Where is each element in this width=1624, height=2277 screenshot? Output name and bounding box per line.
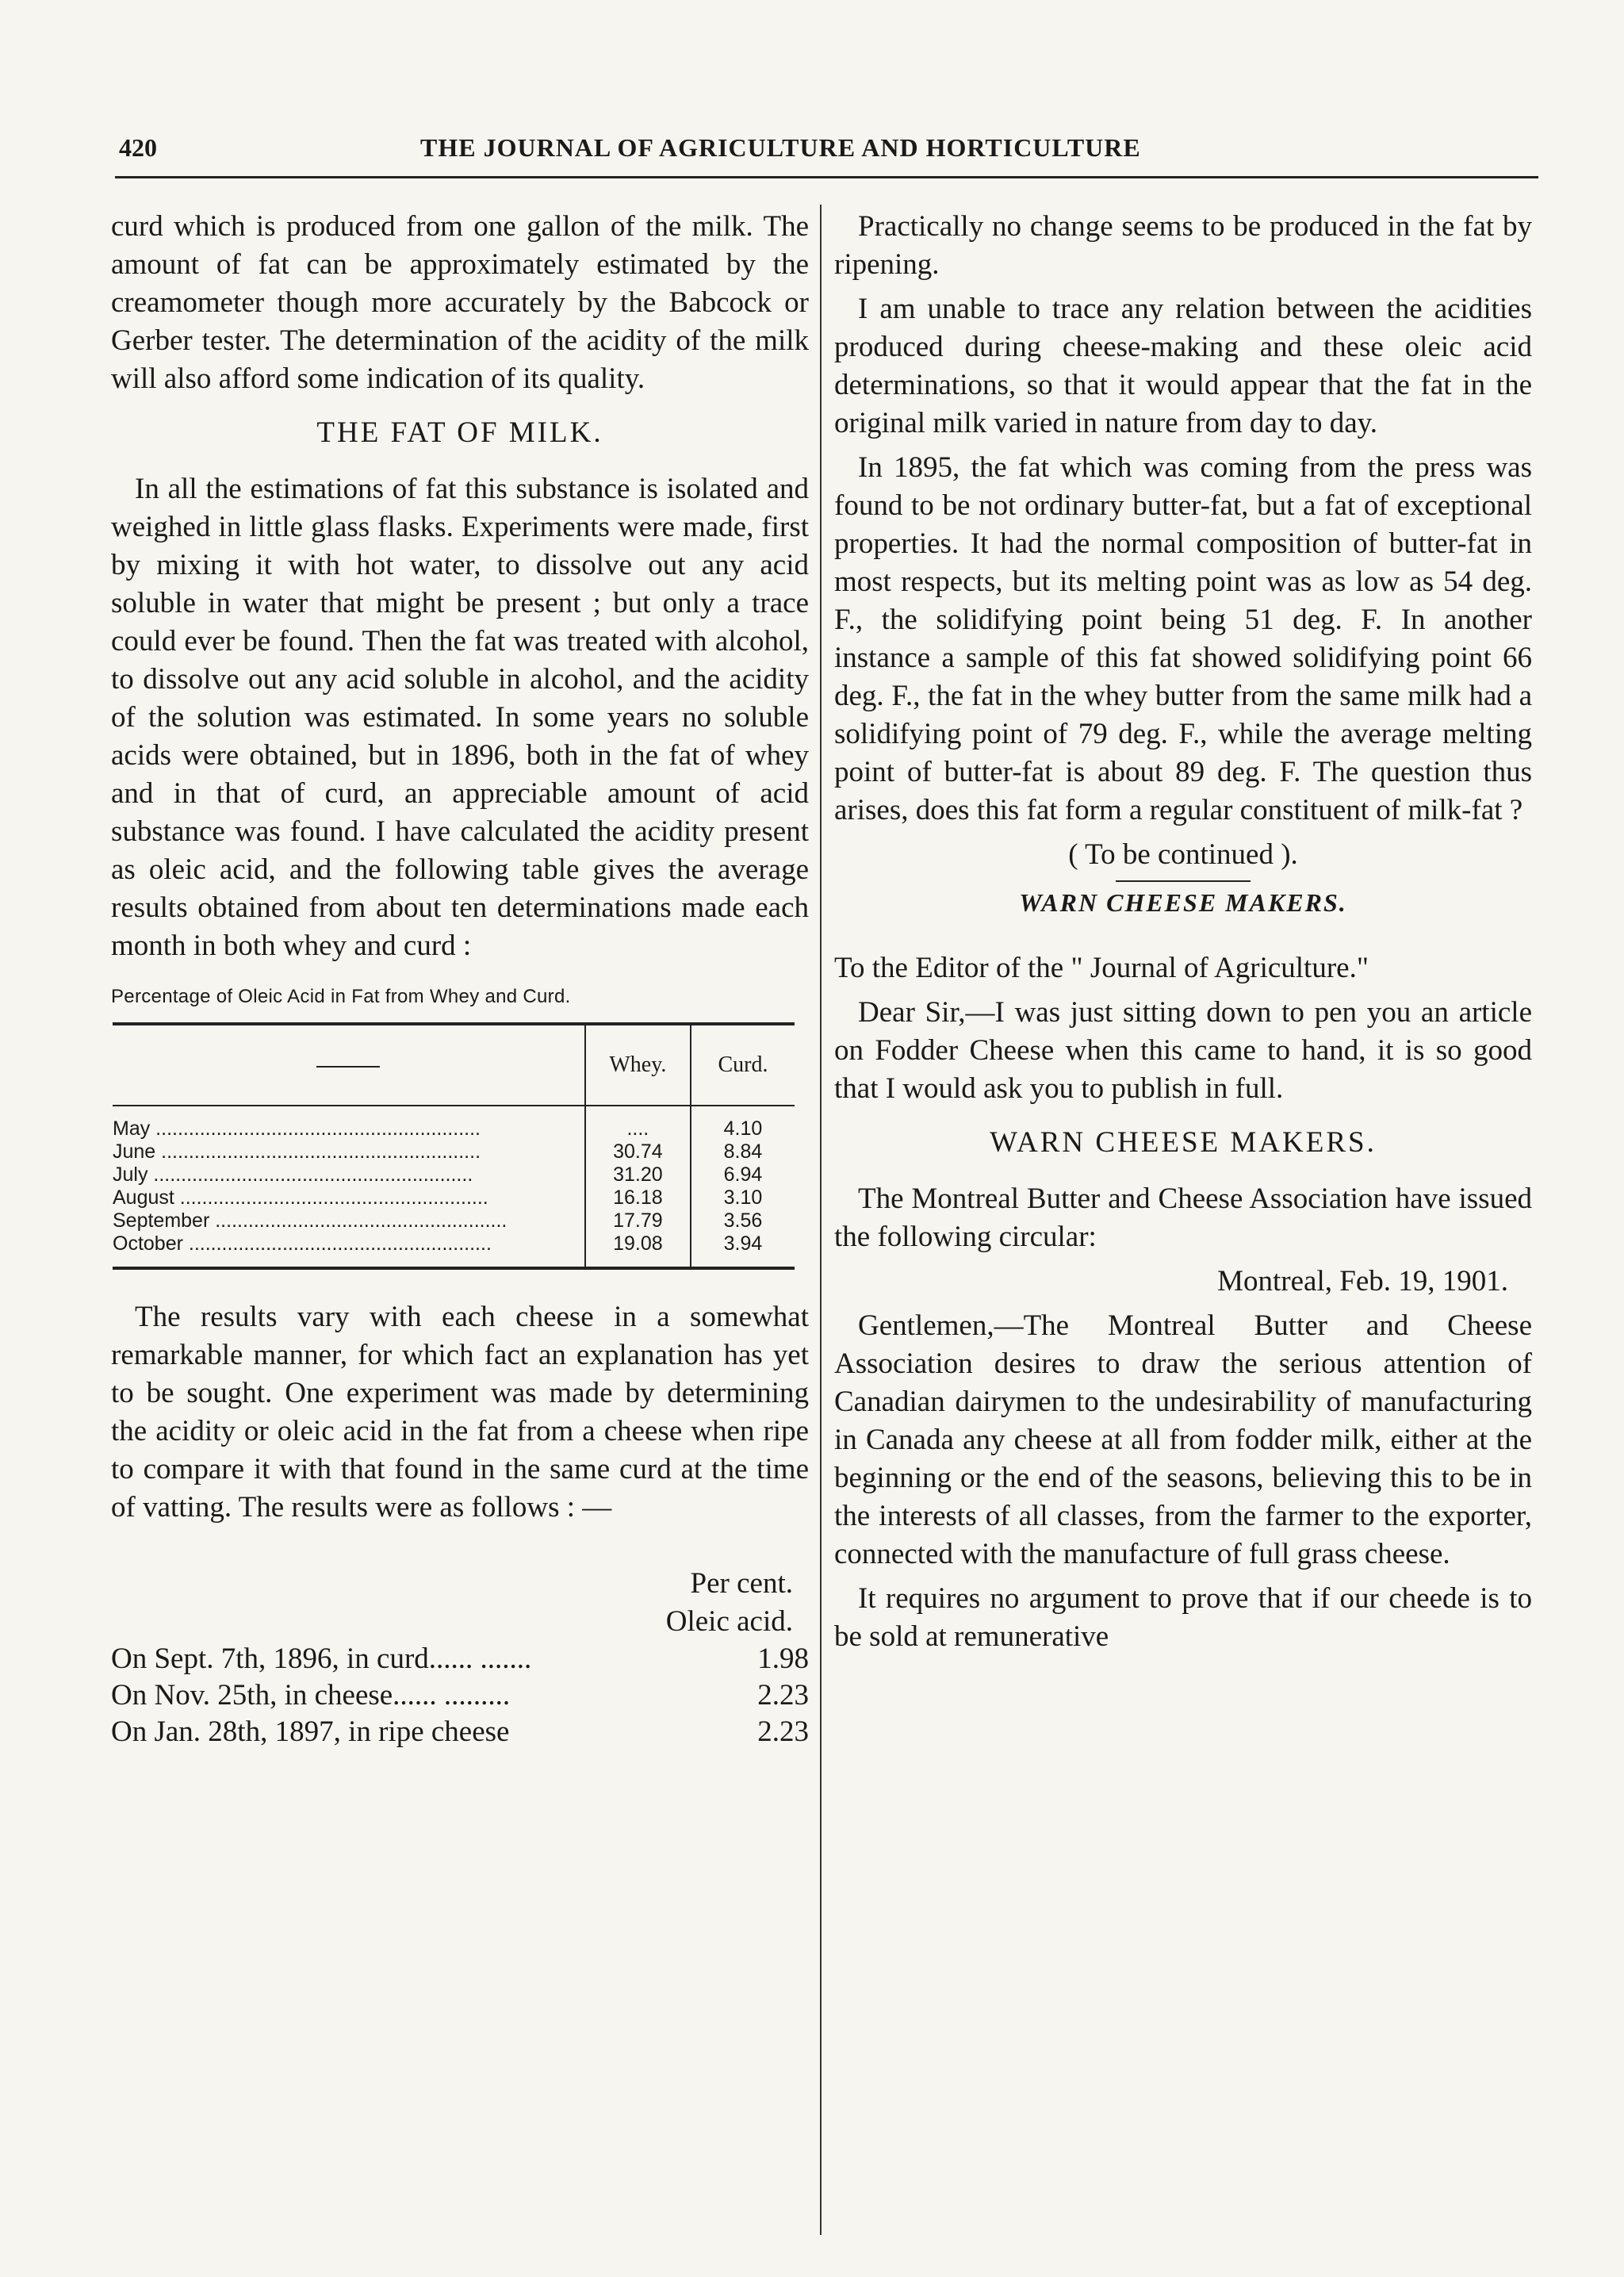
dateline: Montreal, Feb. 19, 1901. <box>1217 1265 1508 1298</box>
table-row <box>113 1186 795 1209</box>
curd-cell: 3.94 <box>691 1232 795 1268</box>
month-cell: August ........................................................ <box>113 1186 488 1209</box>
curd-cell: 4.10 <box>691 1106 795 1140</box>
table-row <box>113 1163 795 1186</box>
result-row <box>111 1677 809 1714</box>
curd-cell: 3.56 <box>691 1209 795 1232</box>
table-row <box>113 1209 795 1232</box>
ornamental-rule <box>834 880 1532 882</box>
results-heading-line1: Per cent. <box>690 1567 793 1600</box>
section-title-warn-cheese-makers: WARN CHEESE MAKERS. <box>990 1126 1377 1159</box>
column-divider <box>820 205 822 2235</box>
table-row <box>113 1232 795 1268</box>
paragraph: curd which is produced from one gallon of the milk. The amount of fat can be approximately estimated by the creamometer though more accurately by the Babcock or Gerber tester. The determination of the acidity of the milk will also afford some indication of its quality. <box>111 210 809 395</box>
result-label: On Sept. 7th, 1896, in curd...... ....... <box>111 1643 532 1675</box>
result-value: 1.98 <box>757 1643 809 1675</box>
left-column <box>111 208 809 1750</box>
result-label: On Nov. 25th, in cheese...... ......... <box>111 1679 511 1712</box>
paragraph: Practically no change seems to be produced in the fat by ripening. <box>834 210 1532 281</box>
page-header <box>119 133 1538 171</box>
section-title-fat-of-milk: THE FAT OF MILK. <box>316 416 603 449</box>
paragraph: It requires no argument to prove that if our cheede is to be sold at remunerative <box>834 1582 1532 1653</box>
curd-cell: 8.84 <box>691 1140 795 1163</box>
table-header-curd: Curd. <box>691 1024 795 1106</box>
running-title: THE JOURNAL OF AGRICULTURE AND HORTICULTURE <box>420 133 1141 162</box>
table-row <box>113 1140 795 1163</box>
whey-cell: 17.79 <box>585 1209 691 1232</box>
month-cell: July .......................................................... <box>113 1163 473 1186</box>
paragraph: The results vary with each cheese in a somewhat remarkable manner, for which fact an explanation has yet to be sought. One experiment was made by determining the acidity or oleic acid in the fat from a cheese when ripe to compare it with that found in the same curd at the time of vatting. The results were as follows : — <box>111 1301 809 1524</box>
right-column <box>834 208 1532 1662</box>
paragraph: Dear Sir,—I was just sitting down to pen you an article on Fodder Cheese when this came to hand, it is so good that I would ask you to publish in full. <box>834 996 1532 1105</box>
whey-cell: 19.08 <box>585 1232 691 1268</box>
result-value: 2.23 <box>757 1715 809 1748</box>
result-row <box>111 1641 809 1677</box>
whey-cell: 16.18 <box>585 1186 691 1209</box>
paragraph: In 1895, the fat which was coming from the press was found to be not ordinary butter-fat, but a fat of exceptional properties. It had the normal composition of butter-fat in most respects, but its melting point was as low as 54 deg. F., the solidifying point being 51 deg. F. In another instance a sample of this fat showed solidifying point 66 deg. F., the fat in the whey butter from the same milk had a solidifying point of 79 deg. F., while the average melting point of butter-fat is about 89 deg. F. The question thus arises, does this fat form a regular constituent of milk-fat ? <box>834 451 1532 826</box>
result-label: On Jan. 28th, 1897, in ripe cheese <box>111 1715 510 1748</box>
paragraph: I am unable to trace any relation between the acidities produced during cheese-making and these oleic acid determinations, so that it would appear that the fat in the original milk varied in nature from day to day. <box>834 293 1532 439</box>
month-cell: May ........................................................... <box>113 1117 481 1140</box>
month-cell: September ..................................................... <box>113 1209 508 1232</box>
curd-cell: 3.10 <box>691 1186 795 1209</box>
month-cell: October ....................................................... <box>113 1232 585 1268</box>
whey-cell: 31.20 <box>585 1163 691 1186</box>
oleic-acid-table <box>113 1022 795 1270</box>
paragraph: In all the estimations of fat this substance is isolated and weighed in little glass flasks. Experiments were made, first by mixing it with hot water, to dissolve out any acid soluble in water that might be present ; but only a trace could ever be found. Then the fat was treated with alcohol, to dissolve out any acid soluble in alcohol, and the acidity of the solution was estimated. In some years no soluble acids were obtained, but in 1896, both in the fat of whey and in that of curd, an appreciable amount of acid substance was found. I have calculated the acidity present as oleic acid, and the following table gives the average results obtained from about ten determinations made each month in both whey and curd : <box>111 473 809 962</box>
month-cell: June .......................................................... <box>113 1140 481 1163</box>
result-row <box>111 1714 809 1750</box>
paragraph: The Montreal Butter and Cheese Association have issued the following circular: <box>834 1183 1532 1253</box>
table-row <box>113 1106 795 1140</box>
results-heading <box>111 1565 793 1641</box>
to-be-continued: ( To be continued ). <box>1068 838 1298 871</box>
whey-cell: .... <box>585 1106 691 1140</box>
table-caption: Percentage of Oleic Acid in Fat from Whey and Curd. <box>111 986 571 1007</box>
whey-cell: 30.74 <box>585 1140 691 1163</box>
table-header-blank <box>113 1024 585 1106</box>
results-heading-line2: Oleic acid. <box>665 1605 793 1638</box>
result-value: 2.23 <box>757 1679 809 1712</box>
paragraph-salutation: To the Editor of the " Journal of Agriculture." <box>834 952 1369 984</box>
curd-cell: 6.94 <box>691 1163 795 1186</box>
page-number: 420 <box>119 133 157 162</box>
table-header-whey: Whey. <box>585 1024 691 1106</box>
paragraph: Gentlemen,—The Montreal Butter and Cheese Association desires to draw the serious attention of Canadian dairymen to the undesirability of manufacturing in Canada any cheese at all from fodder milk, either at the beginning or the end of the seasons, believing this to be in the interests of all classes, from the farmer to the exporter, connected with the manufacture of full grass cheese. <box>834 1309 1532 1570</box>
header-rule <box>115 176 1538 178</box>
italic-title-warn-cheese-makers: WARN CHEESE MAKERS. <box>1019 888 1347 917</box>
